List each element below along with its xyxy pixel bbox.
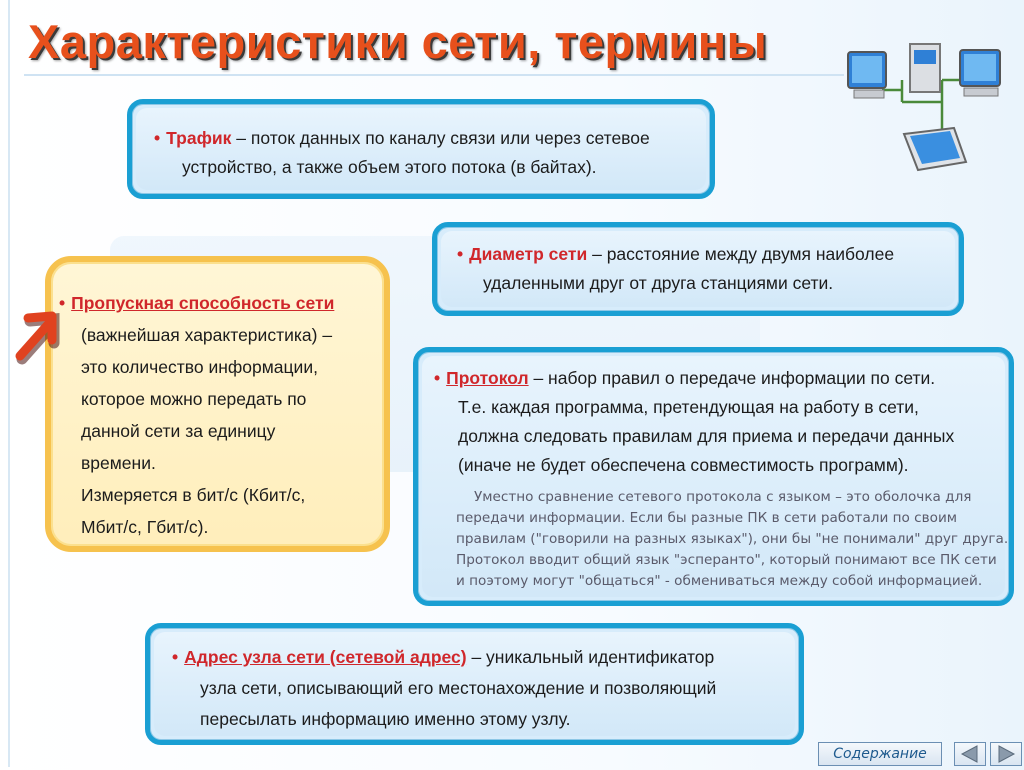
bandwidth-line-7: Измеряется в бит/с (Кбит/с, [81, 485, 306, 505]
address-line-2: узла сети, описывающий его местонахождение и позволяющий [200, 678, 717, 698]
address-content [150, 628, 799, 735]
traffic-line-2: устройство, а также объем этого потока (в байтах). [182, 157, 597, 177]
bandwidth-line-8: Мбит/с, Гбит/с). [81, 517, 209, 537]
protocol-line-4: (иначе не будет обеспечена совместимость программ). [458, 455, 909, 475]
protocol-definition-1: – набор правил о передаче информации по сети. [528, 368, 936, 388]
address-card [145, 623, 804, 745]
network-computers-icon [842, 30, 1022, 180]
prev-slide-button[interactable] [954, 742, 986, 766]
bullet-icon: • [457, 244, 464, 264]
bullet-icon: • [434, 368, 441, 388]
diameter-definition-1: – расстояние между двумя наиболее [587, 244, 895, 264]
bandwidth-line-3: это количество информации, [81, 357, 318, 377]
bandwidth-line-6: времени. [81, 453, 156, 473]
traffic-line-1 [154, 124, 710, 153]
protocol-note-line-5: и поэтому могут "общаться" - обмениваться между собой информацией. [456, 573, 983, 589]
protocol-line-3: должна следовать правилам для приема и передачи данных [458, 426, 955, 446]
bandwidth-card [45, 256, 390, 552]
traffic-content [132, 104, 710, 182]
bandwidth-line-4: которое можно передать по [81, 389, 307, 409]
next-slide-button[interactable] [990, 742, 1022, 766]
address-line-1 [172, 642, 799, 673]
left-decorative-rule [8, 0, 10, 767]
protocol-note-line-3: правилам ("говорили на разных языках"), они бы "не понимали" друг друга. [456, 531, 1009, 547]
traffic-term: Трафик [166, 128, 232, 148]
diameter-card [432, 222, 964, 316]
bandwidth-line-1 [59, 287, 384, 319]
address-term: Адрес узла сети (сетевой адрес) [184, 647, 467, 667]
protocol-content [418, 352, 1009, 592]
arrow-pointer-icon [6, 306, 64, 368]
protocol-note-line-4: Протокол вводит общий язык "эсперанто", который понимают все ПК сети [456, 552, 997, 568]
title-underline [24, 74, 844, 76]
diameter-term: Диаметр сети [469, 244, 588, 264]
address-line-3: пересылать информацию именно этому узлу. [200, 709, 571, 729]
diameter-line-1 [457, 240, 959, 269]
bullet-icon: • [59, 293, 66, 313]
diameter-line-2: удаленными друг от друга станциями сети. [483, 273, 834, 293]
protocol-note [434, 480, 1009, 592]
address-definition-1: – уникальный идентификатор [466, 647, 715, 667]
protocol-note-line-1: Уместно сравнение сетевого протокола с языком – это оболочка для [474, 489, 972, 505]
bullet-icon: • [172, 647, 179, 667]
diameter-content [437, 227, 959, 298]
traffic-card [127, 99, 715, 199]
bandwidth-term: Пропускная способность сети [71, 293, 335, 313]
next-arrow-icon [991, 743, 1021, 765]
protocol-term: Протокол [446, 368, 529, 388]
protocol-note-line-2: передачи информации. Если бы разные ПК в сети работали по своим [456, 510, 958, 526]
contents-button[interactable]: Содержание [818, 742, 942, 766]
bandwidth-line-2: (важнейшая характеристика) – [81, 325, 333, 345]
protocol-line-1 [434, 364, 1009, 393]
bandwidth-line-5: данной сети за единицу [81, 421, 276, 441]
bullet-icon: • [154, 128, 161, 148]
protocol-card [413, 347, 1014, 606]
prev-arrow-icon [955, 743, 985, 765]
protocol-line-2: Т.е. каждая программа, претендующая на работу в сети, [458, 397, 919, 417]
bandwidth-content [51, 262, 384, 543]
page-title: Характеристики сети, термины [28, 15, 768, 68]
traffic-definition-1: – поток данных по каналу связи или через сетевое [231, 128, 650, 148]
